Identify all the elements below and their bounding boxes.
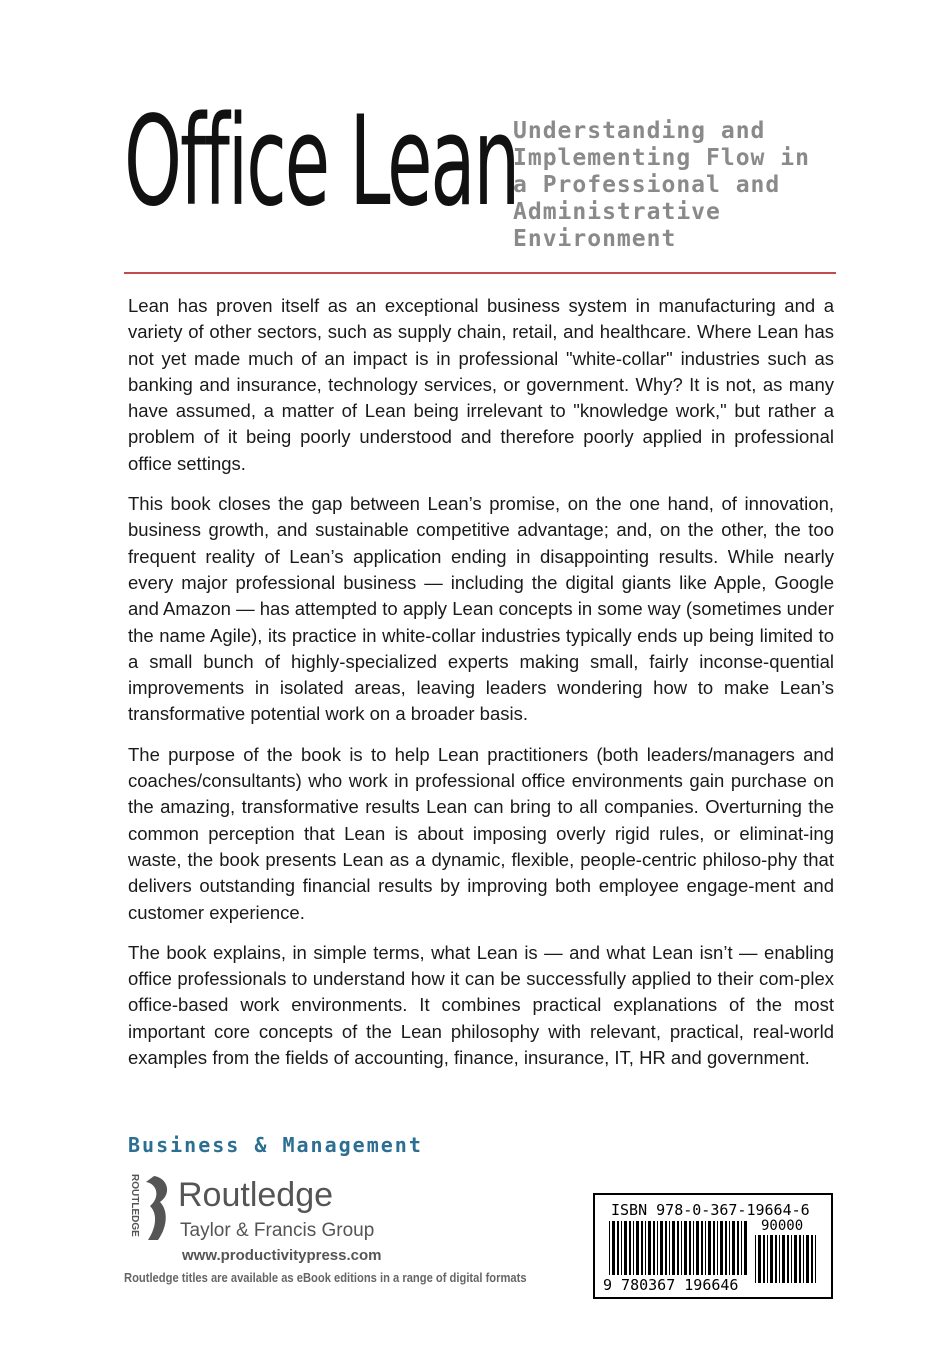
barcode-bar <box>737 1221 739 1275</box>
barcode-bar <box>636 1221 639 1275</box>
publisher-website[interactable]: www.productivitypress.com <box>182 1247 382 1264</box>
barcode-bar <box>681 1221 682 1275</box>
isbn-text: ISBN 978-0-367-19664-6 <box>611 1201 810 1219</box>
ebook-note: Routledge titles are available as eBook editions in a range of digital formats <box>124 1270 527 1285</box>
price-code: 90000 <box>761 1218 804 1234</box>
subtitle-line: a Professional and <box>513 172 781 198</box>
barcode-bar <box>787 1235 789 1283</box>
barcode-bar <box>806 1235 809 1283</box>
title-divider <box>124 272 836 274</box>
barcode-bar <box>744 1221 747 1275</box>
barcode-bar <box>645 1221 646 1275</box>
barcode-bar <box>696 1221 699 1275</box>
barcode-bar <box>624 1221 627 1275</box>
barcode-bar <box>677 1221 679 1275</box>
routledge-logo-icon <box>124 1172 176 1244</box>
publisher-name: Routledge <box>178 1176 334 1214</box>
barcode-bar <box>684 1221 687 1275</box>
barcode-bar <box>629 1221 631 1275</box>
barcode-bar <box>689 1221 691 1275</box>
barcode-bars <box>609 1221 749 1275</box>
barcode-bar <box>693 1221 694 1275</box>
addon-barcode-bars <box>755 1235 817 1283</box>
subtitle-line: Environment <box>513 226 677 252</box>
barcode-bar <box>803 1235 804 1283</box>
barcode-bar <box>763 1235 765 1283</box>
book-title: Office Lean <box>124 90 519 234</box>
barcode-bar <box>648 1221 651 1275</box>
barcode-bar <box>799 1235 801 1283</box>
blurb-paragraph: Lean has proven itself as an exceptional business system in manufacturing and a variety of other sectors, such as supply chain, retail, and healthcare. Where Lean has not yet made much of an impact is in professional "white-collar" industries such as banking and insurance, technology services, or government. Why? It is not, as many have assumed, a matter of Lean being irrelevant to "knowledge work," but rather a problem of it being poorly understood and therefore poorly applied in professional office settings. <box>128 295 834 474</box>
barcode-bar <box>755 1235 756 1283</box>
barcode-bar <box>717 1221 718 1275</box>
barcode-bar <box>612 1221 615 1275</box>
blurb-paragraph: The purpose of the book is to help Lean practitioners (both leaders/managers and coaches/consultants) who work in professional office environments gain purchase on the amazing, transformative results Lean can bring to all companies. Overturning the common perception that Lean is about imposing overly rigid rules, or eliminat-ing waste, the book presents Lean as a dynamic, flexible, people-centric philoso-phy that delivers outstanding financial results by improving both employee engage-ment and customer experience. <box>128 743 834 923</box>
barcode-bar <box>669 1221 670 1275</box>
barcode-bar <box>779 1235 780 1283</box>
barcode-bar <box>653 1221 655 1275</box>
blurb-paragraph: This book closes the gap between Lean’s promise, on the one hand, of innovation, business growth, and sustainable competitive advantage; and, on the other, the too frequent reality of Lean’s application ending in disappointing results. While nearly every major professional business — including the digital giants like Apple, Google and Amazon — has attempted to apply Lean concepts in some way (sometimes under the name Agile), its practice in white-collar industries typically ends up being limited to a small bunch of highly-specialized experts making small, fairly inconse-quential improvements in isolated areas, leaving leaders wondering how to make Lean’s transformative potential work on a broader basis. <box>128 493 834 725</box>
barcode-bar <box>672 1221 675 1275</box>
barcode-bar <box>811 1235 813 1283</box>
barcode-bar <box>665 1221 667 1275</box>
barcode-bar <box>705 1221 706 1275</box>
barcode-bar <box>641 1221 643 1275</box>
barcode-bar <box>617 1221 619 1275</box>
ean-digits: 9 780367 196646 <box>603 1276 739 1294</box>
barcode-bar <box>791 1235 792 1283</box>
book-subtitle <box>513 118 833 253</box>
barcode-bar <box>775 1235 777 1283</box>
barcode-bar <box>708 1221 711 1275</box>
barcode-bar <box>732 1221 735 1275</box>
barcode-bar <box>782 1235 785 1283</box>
barcode-bar <box>660 1221 663 1275</box>
barcode-bar <box>741 1221 742 1275</box>
subtitle-line: Understanding and <box>513 118 766 144</box>
barcode-bar <box>767 1235 768 1283</box>
isbn-barcode <box>593 1193 833 1299</box>
barcode-bar <box>701 1221 703 1275</box>
barcode-bar <box>609 1221 610 1275</box>
barcode-bar <box>815 1235 816 1283</box>
barcode-bar <box>725 1221 727 1275</box>
barcode-bar <box>729 1221 730 1275</box>
barcode-bar <box>621 1221 622 1275</box>
barcode-bar <box>633 1221 634 1275</box>
barcode-bar <box>770 1235 773 1283</box>
barcode-bar <box>713 1221 715 1275</box>
barcode-bar <box>794 1235 797 1283</box>
barcode-bar <box>657 1221 658 1275</box>
subtitle-line: Implementing Flow in <box>513 145 810 171</box>
blurb-paragraph: The book explains, in simple terms, what Lean is — and what Lean isn’t — enabling office professionals to understand how it can be successfully applied to their com-plex office-based work environments. It combines practical explanations of the most important core concepts of the Lean philosophy with relevant, practical, real-world examples from the fields of accounting, finance, insurance, IT, HR and government. <box>128 941 834 1069</box>
barcode-bar <box>758 1235 761 1283</box>
logo-vertical-text: ROUTLEDGE <box>129 1174 140 1237</box>
blurb <box>128 293 834 1085</box>
subtitle-line: Administrative <box>513 199 721 225</box>
publisher-group: Taylor & Francis Group <box>180 1220 375 1241</box>
category-label: Business & Management <box>128 1133 423 1157</box>
barcode-bar <box>720 1221 723 1275</box>
